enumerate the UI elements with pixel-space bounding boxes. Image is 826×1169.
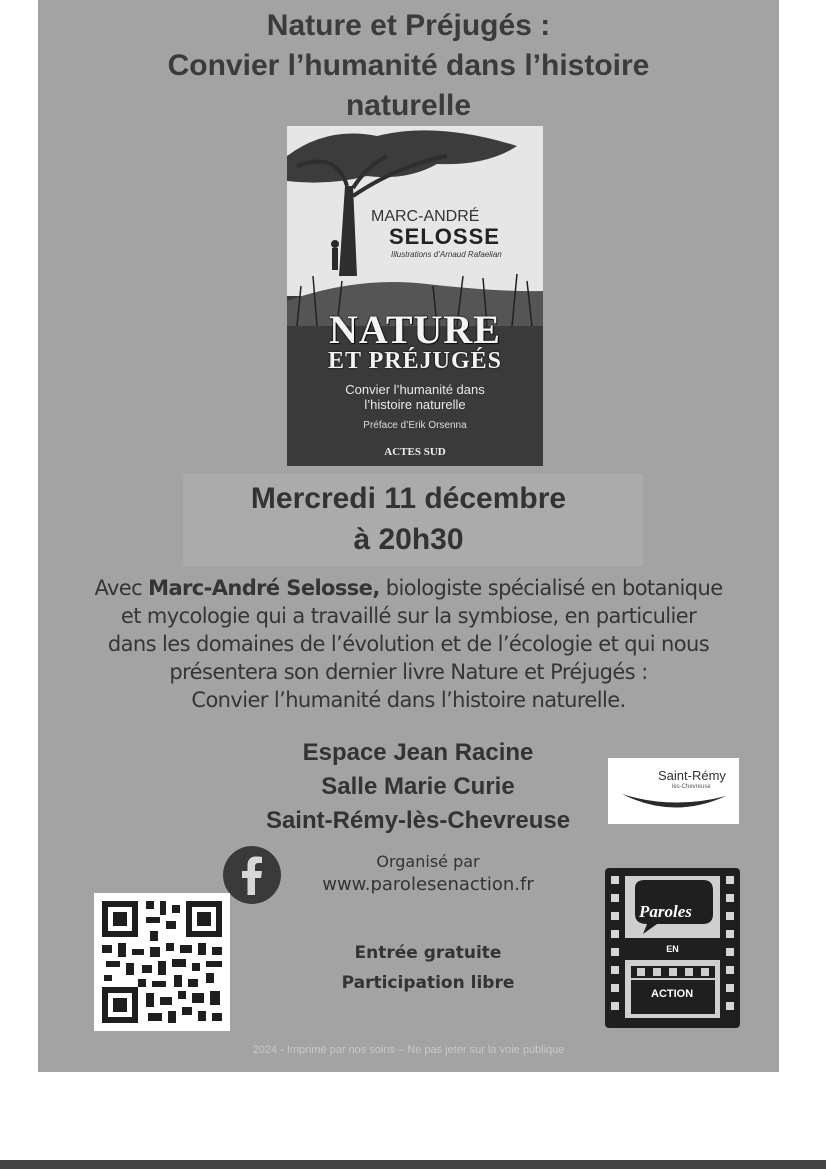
paroles-en-action-logo <box>605 868 740 1028</box>
cover-subtitle-line-1: Convier l’humanité dans <box>345 382 485 397</box>
venue-line-2: Salle Marie Curie <box>321 773 515 800</box>
organizer <box>278 852 578 898</box>
facebook-icon[interactable] <box>222 845 282 905</box>
speaker-name: Marc-André Selosse, <box>148 576 380 600</box>
entry-info <box>278 938 578 998</box>
title-line-1: Nature et Préjugés : <box>266 9 551 42</box>
poster <box>38 0 779 1072</box>
paroles-word: Paroles <box>639 902 692 921</box>
footer-notice: 2024 - Imprimé par nos soins – Ne pas jeter sur la voie publique <box>252 1044 565 1056</box>
en-word: EN <box>666 944 679 954</box>
saint-remy-swoosh-icon <box>608 758 739 824</box>
poster-title <box>38 6 779 126</box>
qr-code[interactable] <box>94 893 230 1031</box>
cover-title-prejuges: ET PRÉJUGÉS <box>328 348 502 374</box>
saint-remy-logo-name: Saint-Rémy <box>658 768 726 783</box>
saint-remy-logo-sub: lès-Chevreuse <box>672 784 711 790</box>
event-date: Mercredi 11 décembre <box>250 482 567 515</box>
organizer-url-link[interactable]: www.parolesenaction.fr <box>322 874 534 895</box>
cover-title-nature: NATURE <box>329 307 501 352</box>
description-line-1-rest: biologiste spécialisé en botanique <box>379 576 723 600</box>
description-line-1 <box>38 574 779 602</box>
book-cover <box>287 126 543 466</box>
cover-author-first: MARC-ANDRÉ <box>371 208 480 225</box>
description-line-4: présentera son dernier livre Nature et Préjugés : <box>169 660 648 684</box>
entry-line-2: Participation libre <box>341 973 515 993</box>
entry-line-1: Entrée gratuite <box>354 943 502 963</box>
description-lead: Avec <box>94 576 149 600</box>
cover-author-last: SELOSSE <box>389 224 500 249</box>
venue-line-3: Saint-Rémy-lès-Chevreuse <box>265 807 571 834</box>
saint-remy-logo <box>608 758 739 824</box>
title-line-2: Convier l’humanité dans l’histoire <box>167 49 650 82</box>
description-line-3: dans les domaines de l’évolution et de l’écologie et qui nous <box>107 632 710 656</box>
venue-line-1: Espace Jean Racine <box>302 739 534 766</box>
action-word: ACTION <box>651 988 694 1000</box>
cover-publisher: ACTES SUD <box>384 446 446 458</box>
title-line-3: naturelle <box>345 89 472 122</box>
cover-preface: Préface d’Erik Orsenna <box>363 420 467 431</box>
organizer-label: Organisé par <box>376 852 480 871</box>
cover-illustration <box>287 126 543 466</box>
scan-edge <box>0 1160 826 1169</box>
event-description <box>38 574 779 714</box>
description-line-2: et mycologie qui a travaillé sur la symbiose, en particulier <box>120 604 697 628</box>
cover-subtitle <box>287 382 543 412</box>
cover-illustrations-credit: Illustrations d’Arnaud Rafaelian <box>391 250 502 259</box>
cover-subtitle-line-2: l’histoire naturelle <box>364 397 466 412</box>
event-time: à 20h30 <box>353 523 464 556</box>
description-line-5: Convier l’humanité dans l’histoire naturelle. <box>191 688 626 712</box>
event-date-time <box>38 478 779 560</box>
